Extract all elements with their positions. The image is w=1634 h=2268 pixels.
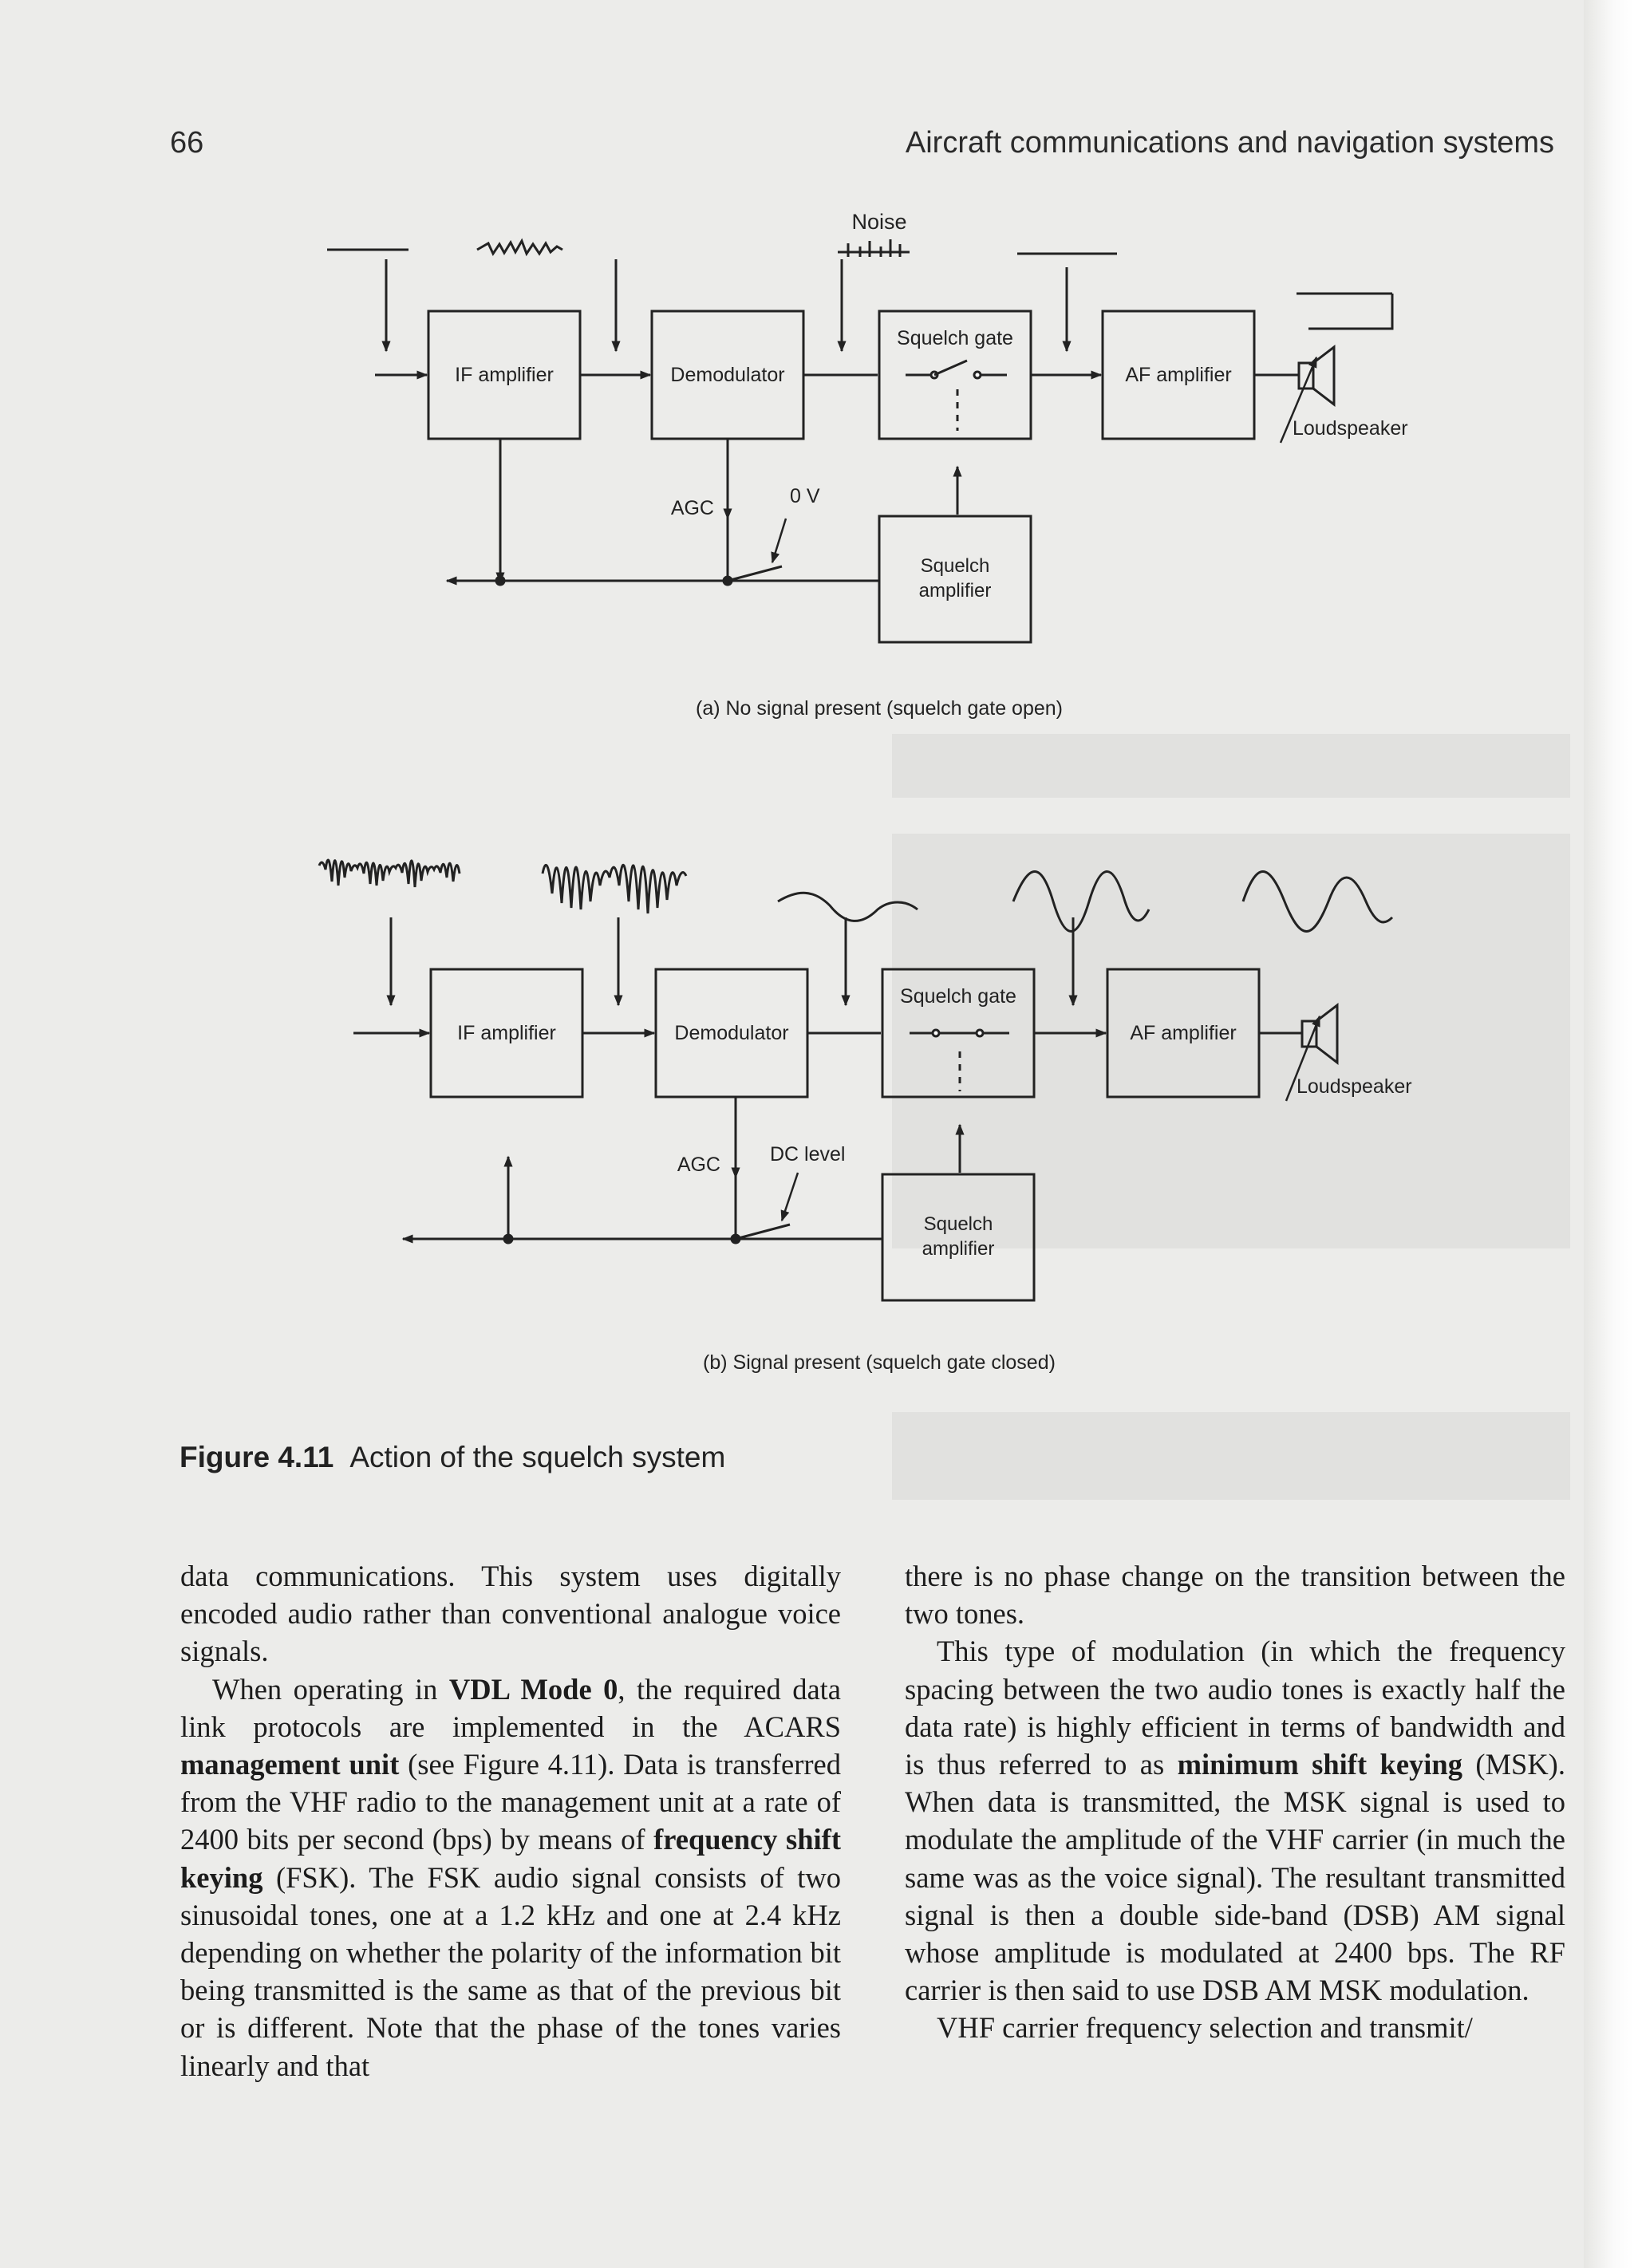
show-through-block: [892, 1412, 1570, 1500]
term-vdl-mode-0: VDL Mode 0: [448, 1672, 618, 1706]
paragraph: VHF carrier frequency selection and transmit/: [937, 2011, 1473, 2045]
body-column-left: [180, 1557, 841, 2085]
diagram-a-caption: (a) No signal present (squelch gate open): [696, 697, 1063, 720]
term-fsk: frequency shift keying: [180, 1823, 841, 1894]
modulated-waveform-if: [319, 860, 460, 887]
figure-number: Figure 4.11: [180, 1441, 334, 1473]
af-amplifier-label-b: AF amplifier: [1130, 1022, 1237, 1044]
loudspeaker-label-a: Loudspeaker: [1293, 417, 1408, 440]
figure-title: Action of the squelch system: [349, 1441, 726, 1473]
noise-waveform-demod: [838, 239, 910, 257]
term-management-unit: management unit: [180, 1748, 400, 1781]
level-label-b: DC level: [770, 1143, 846, 1166]
audio-waveform-speaker: [1243, 872, 1392, 932]
modulated-waveform-demod: [543, 865, 686, 913]
squelch-amp-label-b-1: Squelch: [923, 1213, 993, 1235]
paragraph: data communications. This system uses digitally encoded audio rather than conventional analogue voice signals.: [180, 1560, 841, 1668]
demodulator-label-b: Demodulator: [674, 1022, 789, 1044]
squelch-gate-label-b: Squelch gate: [900, 985, 1016, 1008]
level-label-a: 0 V: [790, 485, 820, 507]
audio-waveform-gate: [778, 893, 918, 921]
agc-label-a: AGC: [670, 497, 714, 519]
squelch-gate-label-a: Squelch gate: [897, 327, 1013, 349]
squelch-amp-label-a-2: amplifier: [918, 580, 992, 602]
agc-label-b: AGC: [677, 1154, 720, 1176]
page-number: 66: [170, 126, 204, 160]
audio-waveform-af: [1013, 872, 1149, 932]
noise-waveform-if: [477, 241, 562, 254]
squelch-amplifier-block-b: [882, 1174, 1034, 1300]
figure-caption: [180, 1441, 725, 1474]
loudspeaker-label-b: Loudspeaker: [1297, 1075, 1412, 1098]
running-header: Aircraft communications and navigation systems: [905, 126, 1554, 160]
if-amplifier-label-b: IF amplifier: [457, 1022, 556, 1044]
squelch-amp-label-b-2: amplifier: [922, 1238, 995, 1260]
diagram-b: [319, 860, 1392, 1300]
diagram-a: [327, 239, 1392, 642]
body-column-right: [905, 1557, 1565, 2047]
demodulator-label-a: Demodulator: [670, 364, 785, 386]
term-msk: minimum shift keying: [1177, 1748, 1462, 1781]
noise-label: Noise: [851, 210, 907, 234]
paragraph: This type of modulation (in which the frequency spacing between the two audio tones is exactly half the data rate) is highly efficient in terms of bandwidth and is thus referred to as minimum shift keying (MSK). When data is transmitted, the MSK signal is used to modulate the amplitude of the VHF carrier (in much the same was as the voice signal). The resultant transmitted signal is then a double side-band (DSB) AM signal whose amplitude is modulated at 2400 bps. The RF carrier is then said to use DSB AM MSK modulation.: [905, 1635, 1565, 2007]
paragraph: there is no phase change on the transition between the two tones.: [905, 1560, 1565, 1631]
diagram-b-caption: (b) Signal present (squelch gate closed): [703, 1351, 1056, 1374]
squelch-amp-label-a-1: Squelch: [920, 555, 990, 577]
speaker-signal-line-a: [1308, 294, 1392, 329]
paragraph: When operating in VDL Mode 0, the required data link protocols are implemented in the ACARS management unit (see Figure 4.11). Data is transferred from the VHF radio to the management unit at a rate of 2400 bits per second (bps) by means of frequency shift keying (FSK). The FSK audio signal consists of two sinusoidal tones, one at a 1.2 kHz and one at 2.4 kHz depending on whether the polarity of the information bit being transmitted is the same as that of the previous bit or is different. Note that the phase of the tones varies linearly and that: [180, 1672, 842, 2082]
if-amplifier-label-a: IF amplifier: [455, 364, 554, 386]
af-amplifier-label-a: AF amplifier: [1125, 364, 1232, 386]
squelch-amplifier-block-a: [879, 516, 1031, 642]
